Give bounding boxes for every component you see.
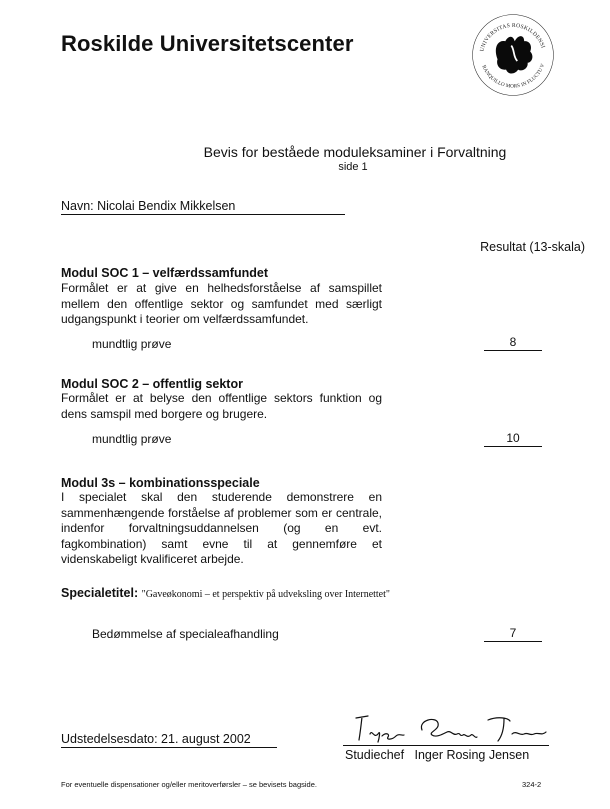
result-column-header: Resultat (13-skala) <box>480 240 585 254</box>
thesis-grade-value: 7 <box>484 626 542 642</box>
handwritten-signature <box>350 712 550 744</box>
document-title <box>0 144 610 160</box>
module-title: Modul SOC 2 – offentlig sektor <box>61 377 243 391</box>
page-number: side 1 <box>338 161 368 173</box>
institution-name: Roskilde Universitetscenter <box>61 31 354 56</box>
special-title-value: "Gaveøkonomi – et perspektiv på udveksling over Internettet" <box>141 589 390 600</box>
seal-inscription-bottom: RANQUILLO MORS IN FLUCTU V <box>480 62 547 90</box>
issue-date: Udstedelsesdato: 21. august 2002 <box>61 732 277 748</box>
signer-title: Studiechef Inger Rosing Jensen <box>345 748 530 762</box>
signature-line <box>343 745 549 746</box>
module-title: Modul SOC 1 – velfærdssamfundet <box>61 266 268 280</box>
module-description: Formålet er at give en helhedsforståelse af samspillet mellem den offentlige sektor og samfundet med særligt udgangspunkt i teorier om velfærdssamfundet. <box>61 281 382 326</box>
module-title: Modul 3s – kombinationsspeciale <box>61 476 260 490</box>
document-title-text: Bevis for beståede moduleksaminer i Forvaltning <box>203 144 507 160</box>
form-code: 324-2 <box>522 780 542 789</box>
special-title-line <box>61 586 390 600</box>
exam-type: mundtlig prøve <box>92 432 172 446</box>
module-description: I specialet skal den studerende demonstrere en sammenhængende forståelse af problemer som er centrale, indenfor forvaltningsuddannelsen (og en evt. fagkombination) samt evne til at gennemføre et videnskabeligt kvalificeret arbejde. <box>61 490 382 566</box>
exam-type: mundtlig prøve <box>92 337 172 351</box>
student-name-line: Navn: Nicolai Bendix Mikkelsen <box>61 199 345 215</box>
university-seal-logo <box>470 12 556 98</box>
grade-value: 8 <box>484 335 542 351</box>
seal-inscription-top: UNIVERSITAS ROSKILDENSI <box>479 22 546 53</box>
grade-value: 10 <box>484 431 542 447</box>
module-description: Formålet er at belyse den offentlige sektors funktion og dens samspil med borgere og brugere. <box>61 391 382 421</box>
thesis-assessment-label: Bedømmelse af specialeafhandling <box>92 627 279 641</box>
footnote: For eventuelle dispensationer og/eller meritoverførsler – se bevisets bagside. <box>61 780 317 789</box>
special-title-label: Specialetitel: <box>61 586 139 600</box>
